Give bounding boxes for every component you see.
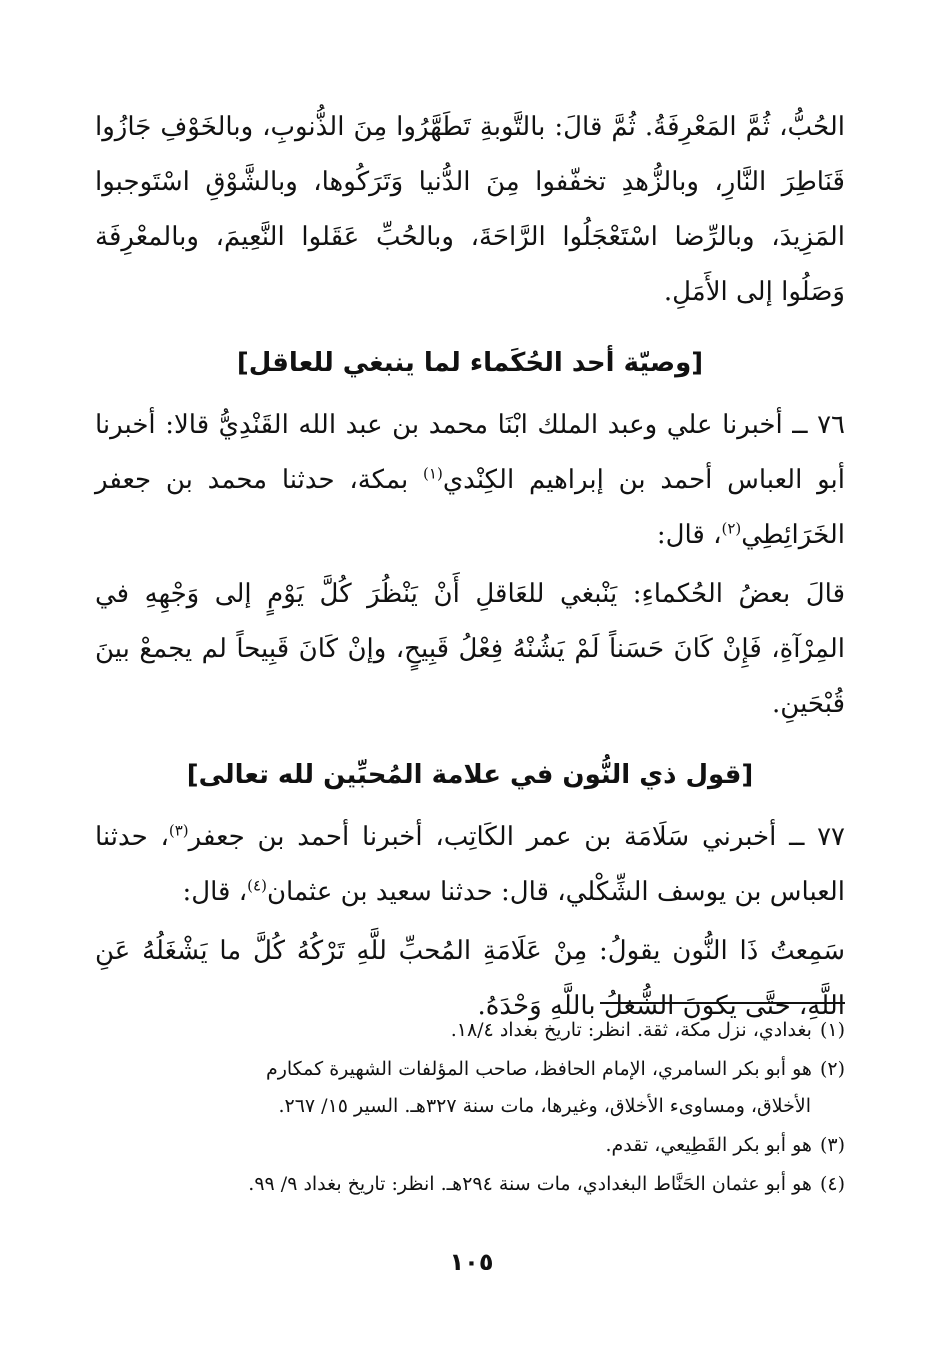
section-heading-2: [قول ذي النُّون في علامة المُحبِّين لله تعالى] bbox=[186, 760, 754, 790]
footnote-text: هو أبو بكر السامري، الإمام الحافظ، صاحب المؤلفات الشهيرة كمكارم bbox=[265, 1058, 812, 1080]
paragraph-3: قالَ بعضُ الحُكماءِ: يَنْبغي للعَاقلِ أَنْ يَنْظُرَ كُلَّ يَوْمٍ إلى وَجْهِهِ في المِرْآةِ، فَإِنْ كَانَ حَسَناً لَمْ يَشُنْهُ فِعْلُ قَبِيحٍ، وإنْ كَانَ قَبِيحاً لم يجمعْ بينَ قُبْحَينِ. bbox=[95, 579, 845, 719]
footnote-ref-3[interactable]: (٣) bbox=[168, 821, 189, 840]
paragraph-2-part-a: ٧٦ ــ أخبرنا علي وعبد الملك ابْنَا محمد بن عبد الله القَنْدِيُّ قالا: أخبرنا أبو العباس أحمد بن إبراهيم الكِنْدي bbox=[95, 410, 845, 495]
paragraph-2-part-c: ، قال: bbox=[656, 520, 722, 550]
paragraph-4-part-c: ، قال: bbox=[182, 877, 248, 907]
footnote-1 bbox=[95, 1012, 845, 1049]
page-number: ١٠٥ bbox=[449, 1248, 494, 1276]
footnote-2 bbox=[95, 1051, 845, 1125]
paragraph-2 bbox=[95, 398, 845, 563]
main-text bbox=[95, 100, 845, 1034]
paragraph-2-part-b: بمكة، حدثنا محمد بن جعفر الخَرَائِطِي bbox=[95, 465, 845, 550]
paragraph-4 bbox=[95, 810, 845, 920]
footnote-ref-1[interactable]: (١) bbox=[423, 464, 443, 483]
paragraph-4-part-a: ٧٧ ــ أخبرني سَلَامَة بن عمر الكَاتِب، أخبرنا أحمد بن جعفر bbox=[188, 822, 845, 852]
footnote-4 bbox=[95, 1166, 845, 1203]
footnote-number: (١) bbox=[819, 1019, 845, 1041]
footnote-text: بغدادي، نزل مكة، ثقة. انظر: تاريخ بغداد ١٨/٤. bbox=[450, 1019, 812, 1041]
section-heading-1: [وصيّة أحد الحُكَماء لما ينبغي للعاقل] bbox=[236, 348, 704, 378]
footnote-3 bbox=[95, 1127, 845, 1164]
paragraph-5: سَمِعتُ ذَا النُّون يقولُ: مِنْ عَلَامَةِ المُحبِّ للَّهِ تَرْكُهُ كُلَّ ما يَشْغَلُهُ عَنِ اللَّهِ، حتَّى يكونَ الشُّغلُ باللَّهِ وَحْدَهُ. bbox=[95, 936, 845, 1021]
footnote-text: هو أبو بكر القَطِيعي، تقدم. bbox=[605, 1134, 812, 1156]
footnote-number: (٣) bbox=[819, 1134, 845, 1156]
footnote-ref-4[interactable]: (٤) bbox=[247, 876, 267, 895]
footnote-number: (٢) bbox=[819, 1058, 845, 1080]
paragraph-1: الحُبُّ، ثُمَّ المَعْرِفَةُ. ثُمَّ قالَ: بالتَّوبةِ تَطَهَّرُوا مِنَ الذُّنوبِ، وبالخَوْفِ جَازُوا قَنَاطِرَ النَّارِ، وبالزُّهدِ تخفّفوا مِنَ الدُّنيا وَتَرَكُوها، وبالشَّوْقِ اسْتَوجبوا المَزِيدَ، وبالرِّضا اسْتَعْجَلُوا الرَّاحَةَ، وبالحُبِّ عَقَلوا النَّعِيمَ، وبالمعْرِفَة وَصَلُوا إلى الأَمَلِ. bbox=[95, 112, 845, 307]
footnote-separator bbox=[600, 1002, 845, 1004]
footnote-text-continued: الأخلاق، ومساوىء الأخلاق، وغيرها، مات سنة ٣٢٧هـ. السير ١٥/ ٢٦٧. bbox=[278, 1095, 811, 1117]
footnotes bbox=[95, 1012, 845, 1205]
footnote-text: هو أبو عثمان الحَنَّاط البغدادي، مات سنة ٢٩٤هـ. انظر: تاريخ بغداد ٩/ ٩٩. bbox=[248, 1173, 812, 1195]
footnote-ref-2[interactable]: (٢) bbox=[721, 519, 742, 538]
paragraph-4-part-b: ، حدثنا العباس بن يوسف الشِّكْلي، قال: حدثنا سعيد بن عثمان bbox=[95, 822, 845, 907]
footnote-number: (٤) bbox=[819, 1173, 845, 1195]
